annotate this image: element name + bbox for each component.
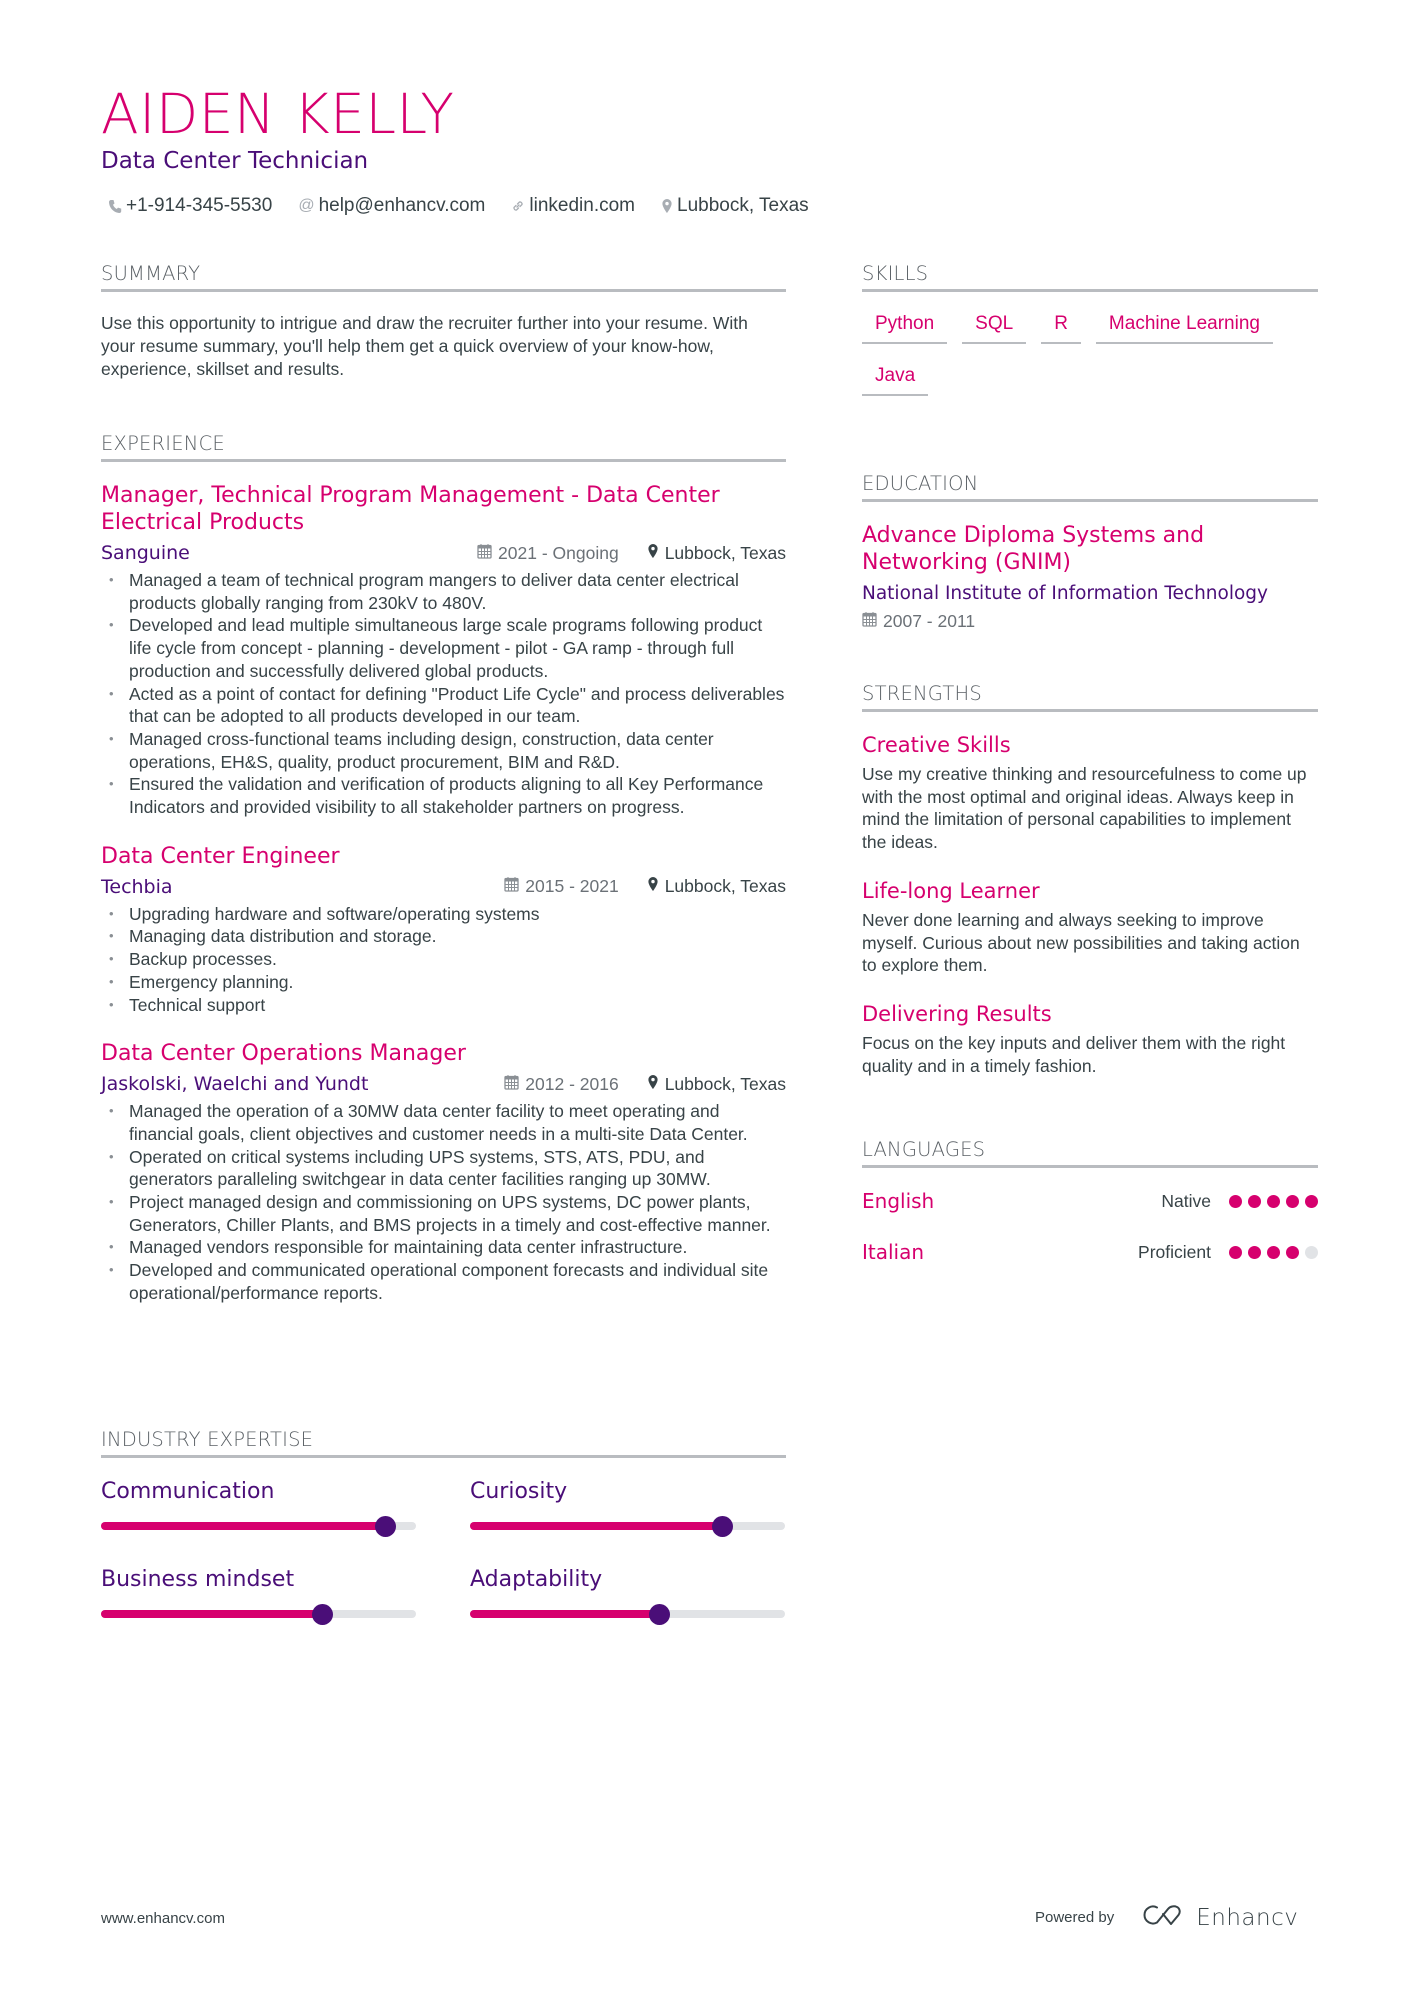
expertise-label: Business mindset [101, 1567, 295, 1592]
strength-item [862, 878, 1318, 977]
degree-title: Advance Diploma Systems and Networking (GNIM) [862, 523, 1205, 575]
skill-tag: SQL [962, 312, 1026, 344]
dot-filled [1267, 1195, 1280, 1208]
dot-filled [1248, 1246, 1261, 1259]
expertise-bar [470, 1522, 785, 1530]
job-bullets [101, 1100, 786, 1304]
expertise-fill [470, 1522, 722, 1530]
language-row [862, 1237, 1318, 1267]
language-level: Native [1161, 1190, 1211, 1211]
expertise-fill [101, 1610, 322, 1618]
dot-empty [1305, 1246, 1318, 1259]
bullet: • Emergency planning. [101, 971, 786, 994]
bullet: • Managed the operation of a 30MW data center facility to meet operating and financial goals, client objectives and customer needs in a multi-site Data Center. [101, 1100, 786, 1145]
contact-email[interactable] [298, 194, 485, 218]
job-dates-text: 2015 - 2021 [525, 876, 619, 897]
dot-filled [1286, 1246, 1299, 1259]
bullet: • Developed and communicated operational component forecasts and individual site operational/performance reports. [101, 1259, 786, 1304]
language-proficiency [1138, 1242, 1318, 1263]
strength-title: Creative Skills [862, 733, 1011, 757]
company-name: Jaskolski, Waelchi and Yundt [101, 1073, 369, 1096]
job-meta-right [504, 876, 786, 897]
expertise-knob [649, 1604, 670, 1625]
job-meta [101, 874, 786, 900]
expertise-bar [101, 1610, 416, 1618]
job-title: Data Center Operations Manager [101, 1041, 466, 1067]
job-bullets [101, 569, 786, 819]
dot-filled [1229, 1246, 1242, 1259]
bullet: • Technical support [101, 994, 786, 1017]
job-location [647, 543, 786, 564]
expertise-grid [101, 1478, 786, 1618]
bullet: • Acted as a point of contact for defining "Product Life Cycle" and process deliverables that can be adopted to all products developed in our team. [101, 683, 786, 728]
job-meta-right [477, 543, 786, 564]
location-icon [661, 198, 673, 214]
job-title: Data Center Engineer [101, 843, 340, 869]
skill-tag: R [1041, 312, 1081, 344]
enhancv-logo-icon [1140, 1903, 1186, 1932]
contact-location [661, 194, 809, 218]
expertise-knob [312, 1604, 333, 1625]
job-meta [101, 1071, 786, 1097]
language-proficiency [1161, 1191, 1318, 1212]
summary-section [101, 262, 786, 381]
proficiency-dots [1229, 1195, 1318, 1208]
bullet: • Managing data distribution and storage. [101, 925, 786, 948]
job-location-text: Lubbock, Texas [664, 1073, 786, 1094]
summary-heading: SUMMARY [101, 262, 786, 292]
calendar-icon [504, 1074, 519, 1095]
bullet: • Managed cross-functional teams including design, construction, data center operations, EH&S, quality, product procurement, BIM and R&D. [101, 728, 786, 773]
enhancv-logo-text: Enhancv [1196, 1904, 1299, 1931]
language-name: English [862, 1189, 935, 1213]
at-icon: @ [298, 197, 315, 214]
dot-filled [1229, 1195, 1242, 1208]
expertise-bar [101, 1522, 416, 1530]
strengths-section [862, 682, 1318, 1077]
job-location-text: Lubbock, Texas [664, 542, 786, 563]
linkedin-text: linkedin.com [529, 195, 635, 216]
contact-bar [108, 194, 809, 218]
expertise-fill [101, 1522, 385, 1530]
job-location [647, 876, 786, 897]
expertise-label: Adaptability [470, 1567, 603, 1592]
bullet: • Backup processes. [101, 948, 786, 971]
proficiency-dots [1229, 1246, 1318, 1259]
footer-branding [1035, 1903, 1298, 1932]
expertise-item [101, 1478, 416, 1530]
strength-title: Delivering Results [862, 1001, 1052, 1026]
expertise-knob [712, 1516, 733, 1537]
job-dates [504, 876, 618, 897]
education-heading: EDUCATION [862, 472, 1318, 502]
job-dates-text: 2021 - Ongoing [498, 542, 619, 563]
industry-expertise-section [101, 1428, 786, 1618]
bullet: • Operated on critical systems including UPS systems, STS, ATS, PDU, and generators paralleling switchgear in data center facilities ranging up 30MW. [101, 1146, 786, 1191]
strength-item [862, 1001, 1318, 1077]
contact-phone[interactable] [108, 194, 272, 218]
location-text: Lubbock, Texas [677, 195, 809, 216]
skills-section [862, 262, 1318, 396]
job-title: Manager, Technical Program Management - Data Center Electrical Products [101, 483, 720, 535]
enhancv-logo[interactable] [1140, 1903, 1298, 1932]
skill-tag: Machine Learning [1096, 312, 1273, 344]
skills-heading: SKILLS [862, 262, 1318, 292]
job-bullets [101, 903, 786, 1017]
dot-filled [1267, 1246, 1280, 1259]
email-text: help@enhancv.com [318, 195, 486, 216]
location-icon [647, 1074, 659, 1095]
expertise-bar [470, 1610, 785, 1618]
job-meta [101, 540, 786, 566]
company-name: Sanguine [101, 542, 190, 564]
bullet: • Managed a team of technical program mangers to deliver data center electrical products globally ranging from 230kV to 480V. [101, 569, 786, 614]
dot-filled [1305, 1195, 1318, 1208]
strength-desc: Never done learning and always seeking to improve myself. Curious about new possibilities and taking action to explore them. [862, 909, 1300, 976]
company-name: Techbia [101, 875, 173, 898]
job-dates [477, 543, 619, 564]
skill-tag: Java [862, 364, 928, 396]
strengths-heading: STRENGTHS [862, 682, 1318, 712]
bullet: • Project managed design and commissioning on UPS systems, DC power plants, Generators, Chiller Plants, and BMS projects in a timely and cost-effective manner. [101, 1191, 786, 1236]
languages-heading: LANGUAGES [862, 1138, 1318, 1168]
bullet: • Developed and lead multiple simultaneous large scale programs following product life cycle from concept - planning - development - pilot - GA ramp - through full production and successfully delivered global products. [101, 614, 786, 682]
candidate-name: AIDEN KELLY [101, 82, 455, 146]
job-dates [504, 1074, 618, 1095]
expertise-label: Curiosity [470, 1479, 568, 1504]
skill-tag: Python [862, 312, 947, 344]
strength-desc: Focus on the key inputs and deliver them with the right quality and in a timely fashion. [862, 1032, 1286, 1076]
bullet: • Ensured the validation and verification of products aligning to all Key Performance Indicators and provided visibility to all stakeholder partners on progress. [101, 773, 786, 818]
job-meta-right [504, 1074, 786, 1095]
skills-list [862, 312, 1318, 396]
experience-section [101, 432, 786, 1305]
location-icon [647, 876, 659, 897]
strength-item [862, 732, 1318, 854]
education-dates-text: 2007 - 2011 [883, 611, 976, 631]
languages-section [862, 1138, 1318, 1267]
calendar-icon [862, 609, 877, 633]
bullet: • Managed vendors responsible for maintaining data center infrastructure. [101, 1236, 786, 1259]
experience-heading: EXPERIENCE [101, 432, 786, 462]
language-name: Italian [862, 1240, 925, 1264]
bullet: • Upgrading hardware and software/operating systems [101, 903, 786, 926]
job-entry [101, 482, 786, 819]
job-entry [101, 1040, 786, 1304]
language-row [862, 1186, 1318, 1216]
expertise-label: Communication [101, 1479, 275, 1504]
calendar-icon [477, 543, 492, 564]
job-location [647, 1074, 786, 1095]
job-entry [101, 843, 786, 1017]
education-section [862, 472, 1318, 633]
expertise-fill [470, 1610, 659, 1618]
dot-filled [1248, 1195, 1261, 1208]
candidate-title: Data Center Technician [101, 148, 369, 174]
calendar-icon [504, 876, 519, 897]
language-level: Proficient [1138, 1241, 1211, 1262]
summary-text: Use this opportunity to intrigue and draw the recruiter further into your resume. With your resume summary, you'll help them get a quick overview of your know-how, experience, skillset and results. [101, 313, 748, 379]
powered-by-label: Powered by [1035, 1909, 1115, 1926]
education-dates [862, 609, 1318, 633]
industry-expertise-heading: INDUSTRY EXPERTISE [101, 1428, 786, 1458]
contact-linkedin[interactable] [511, 194, 635, 218]
expertise-item [101, 1566, 416, 1618]
location-icon [647, 543, 659, 564]
school-name: National Institute of Information Technology [862, 583, 1268, 604]
phone-text: +1-914-345-5530 [126, 195, 273, 216]
strength-title: Life-long Learner [862, 878, 1040, 903]
expertise-knob [375, 1516, 396, 1537]
job-dates-text: 2012 - 2016 [525, 1073, 619, 1094]
dot-filled [1286, 1195, 1299, 1208]
strength-desc: Use my creative thinking and resourcefulness to come up with the most optimal and original ideas. Always keep in mind the limitation of personal capabilities to implement the ideas. [862, 764, 1307, 853]
phone-icon [108, 199, 122, 214]
link-icon [511, 199, 525, 213]
expertise-item [470, 1566, 785, 1618]
footer-website[interactable]: www.enhancv.com [101, 1910, 225, 1927]
job-location-text: Lubbock, Texas [664, 876, 786, 897]
expertise-item [470, 1478, 785, 1530]
